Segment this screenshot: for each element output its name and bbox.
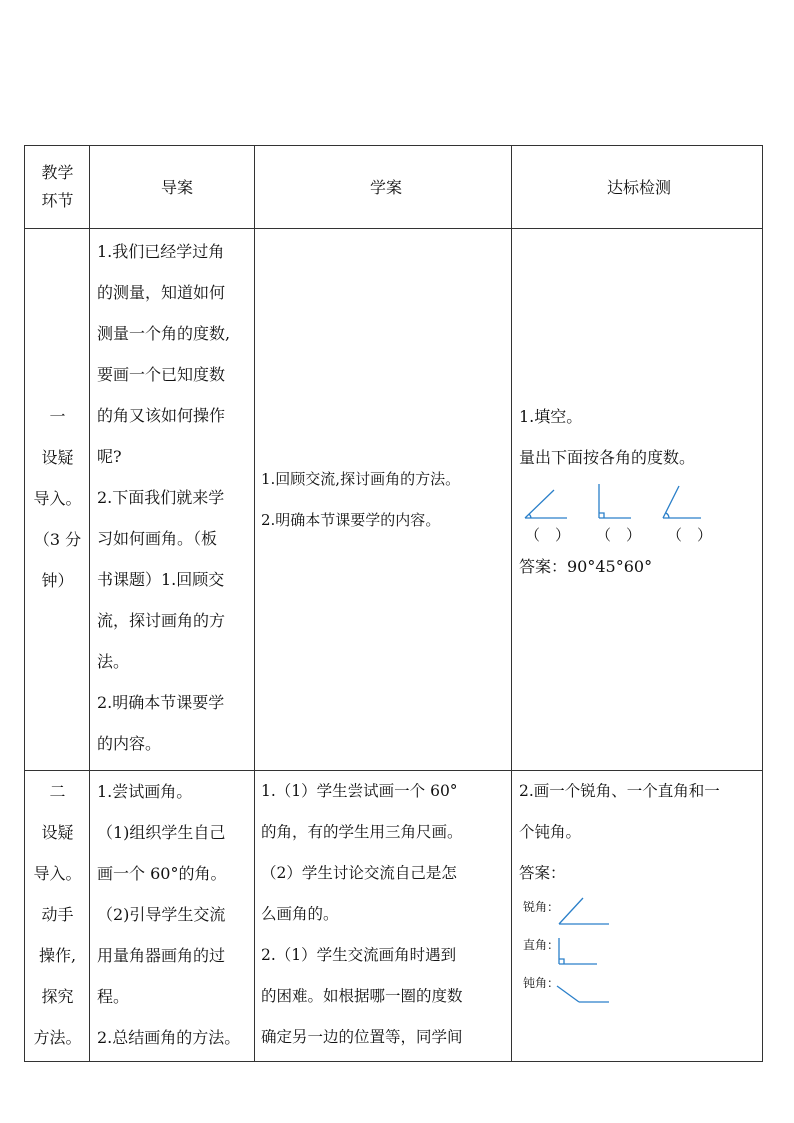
answer-blank: （ ） — [596, 526, 642, 544]
header-test: 达标检测 — [606, 177, 671, 197]
angle-60-ray — [663, 486, 679, 518]
guide-line: 呢? — [97, 447, 122, 466]
study-line: 么画角的。 — [261, 905, 339, 923]
test-line: 个钝角。 — [519, 823, 582, 841]
stage-line: 一 — [49, 407, 66, 426]
guide-line: 2.下面我们就来学 — [97, 488, 225, 507]
angle-60-figure — [663, 486, 701, 518]
right-label: 直角： — [523, 938, 560, 952]
row1-guide — [97, 231, 257, 764]
stage-line: 操作, — [38, 946, 77, 965]
acute-ray — [559, 898, 583, 924]
angle-45-figure — [525, 490, 567, 518]
obtuse-label: 钝角： — [523, 976, 560, 990]
row2-test — [519, 771, 759, 1006]
obtuse-ray — [557, 986, 579, 1002]
study-line: 1.（1）学生尝试画一个 60° — [261, 782, 458, 800]
stage-line: 导入。 — [33, 864, 82, 883]
stage-line: 设疑 — [41, 448, 74, 467]
guide-line: 习如何画角。（板 — [97, 529, 218, 548]
guide-line: 要画一个已知度数 — [97, 365, 226, 384]
study-line: （2）学生讨论交流自己是怎 — [261, 864, 457, 882]
angle-90-figure — [599, 484, 631, 518]
answer-angles — [519, 894, 619, 1006]
lesson-table — [24, 145, 763, 1062]
row1-test — [519, 396, 759, 584]
angle-figures — [519, 478, 719, 520]
stage-line: 二 — [49, 782, 66, 801]
guide-line: 书课题）1.回顾交 — [97, 570, 225, 589]
study-line: 1.回顾交流,探讨画角的方法。 — [261, 470, 461, 488]
answer-blank: （ ） — [667, 526, 713, 544]
guide-line: （1)组织学生自己 — [97, 823, 226, 842]
row2-stage — [25, 771, 90, 1058]
row-divider — [25, 228, 762, 229]
acute-angle-figure — [559, 898, 609, 924]
stage-line: 方法。 — [33, 1028, 82, 1047]
header-study: 学案 — [369, 177, 402, 197]
angle-60-arc — [666, 513, 669, 518]
stage-line: 钟） — [41, 571, 74, 590]
study-line: 的角，有的学生用三角尺画。 — [261, 823, 463, 841]
test-line: 2.画一个锐角、一个直角和一 — [519, 782, 720, 800]
guide-line: 2.总结画角的方法。 — [97, 1028, 241, 1047]
row1-stage — [25, 396, 90, 601]
study-line: 2.（1）学生交流画角时遇到 — [261, 946, 457, 964]
angle-90-mark — [599, 513, 604, 518]
guide-line: 的角又该如何操作 — [97, 406, 226, 425]
guide-line: 1.尝试画角。 — [97, 782, 193, 801]
header-stage-line1: 教学 — [41, 163, 74, 182]
acute-label: 锐角： — [523, 900, 560, 914]
answer-line: 答案：90°45°60° — [519, 557, 653, 576]
guide-line: 程。 — [97, 987, 130, 1006]
row2-study — [261, 771, 511, 1058]
header-stage-line2: 环节 — [41, 191, 74, 210]
row2-guide — [97, 771, 257, 1058]
guide-line: 1.我们已经学过角 — [97, 242, 225, 261]
guide-line: （2)引导学生交流 — [97, 905, 226, 924]
stage-line: 动手 — [41, 905, 74, 924]
guide-line: 测量一个角的度数, — [97, 324, 231, 343]
test-line: 答案： — [519, 864, 566, 882]
test-line: 1.填空。 — [519, 407, 583, 426]
answer-blanks — [519, 520, 759, 550]
right-angle-figure — [559, 938, 597, 964]
header-guide: 导案 — [160, 177, 193, 197]
guide-line: 画一个 60°的角。 — [97, 864, 227, 883]
guide-line: 的测量，知道如何 — [97, 283, 226, 302]
stage-line: 导入。 — [33, 489, 82, 508]
obtuse-angle-figure — [557, 986, 609, 1002]
row1-study — [261, 459, 511, 541]
stage-line: （3 分 — [33, 530, 82, 549]
study-line: 确定另一边的位置等，同学间 — [261, 1028, 463, 1046]
guide-line: 流，探讨画角的方 — [97, 611, 226, 630]
guide-line: 法。 — [97, 652, 130, 671]
right-mark — [559, 959, 564, 964]
stage-line: 设疑 — [41, 823, 74, 842]
stage-line: 探究 — [41, 987, 74, 1006]
guide-line: 用量角器画角的过 — [97, 946, 226, 965]
answer-blank: （ ） — [525, 526, 571, 544]
guide-line: 2.明确本节课要学 — [97, 693, 225, 712]
answer-angle-figures — [519, 894, 619, 1006]
col-divider — [511, 146, 512, 1061]
header-stage — [25, 146, 90, 228]
study-line: 的困难。如根据哪一圈的度数 — [261, 987, 463, 1005]
guide-line: 的内容。 — [97, 734, 162, 753]
test-line: 量出下面按各角的度数。 — [519, 448, 696, 467]
study-line: 2.明确本节课要学的内容。 — [261, 511, 441, 529]
